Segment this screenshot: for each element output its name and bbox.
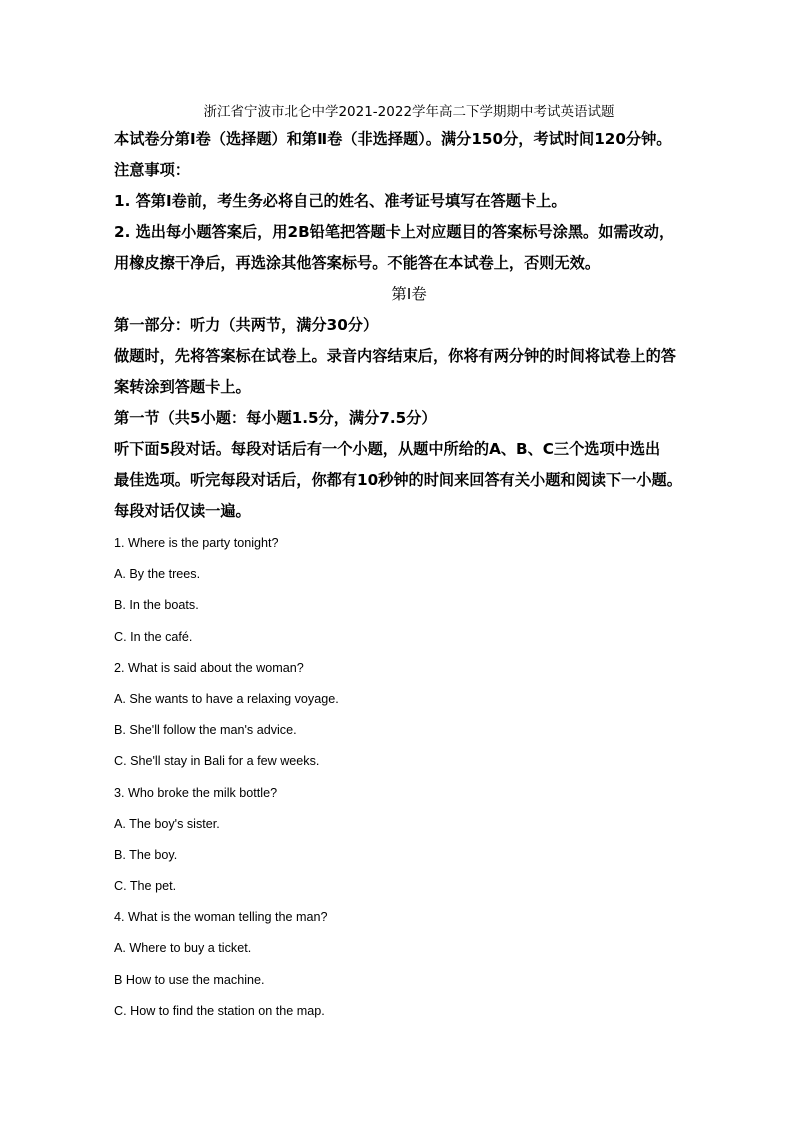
question-1-prompt: 1. Where is the party tonight? — [114, 536, 279, 550]
document-title: 浙江省宁波市北仑中学2021-2022学年高二下学期期中考试英语试题 — [203, 104, 615, 120]
question-3-prompt: 3. Who broke the milk bottle? — [114, 785, 278, 800]
question-3-option-b: B. The boy. — [114, 847, 178, 862]
part-1-instruction-line-2: 案转涂到答题卡上。 — [114, 378, 251, 396]
part-1-heading: 第一部分：听力（共两节，满分30分） — [114, 316, 379, 334]
section-1-instruction-line-3: 每段对话仅读一遍。 — [114, 502, 251, 520]
exam-intro: 本试卷分第Ⅰ卷（选择题）和第Ⅱ卷（非选择题）。满分150分，考试时间120分钟。 — [114, 130, 672, 148]
question-1-option-b: B. In the boats. — [114, 598, 199, 613]
section-1-instruction-line-2: 最佳选项。听完每段对话后，你都有10秒钟的时间来回答有关小题和阅读下一小题。 — [114, 471, 682, 489]
question-list — [114, 535, 704, 1034]
question-2-option-c: C. She'll stay in Bali for a few weeks. — [114, 754, 320, 769]
note-2-line-1: 2. 选出每小题答案后，用2B铅笔把答题卡上对应题目的答案标号涂黑。如需改动， — [114, 223, 675, 241]
section-1-instruction-line-1: 听下面5段对话。每段对话后有一个小题，从题中所给的A、B、C三个选项中选出 — [114, 440, 661, 458]
question-1-option-c: C. In the café. — [114, 629, 193, 644]
question-3-option-a: A. The boy's sister. — [114, 816, 220, 831]
notes-heading: 注意事项： — [114, 161, 190, 179]
question-4-option-c: C. How to find the station on the map. — [114, 1003, 325, 1018]
document-page — [114, 100, 704, 1034]
question-4-option-a: A. Where to buy a ticket. — [114, 941, 252, 956]
note-1: 1. 答第Ⅰ卷前，考生务必将自己的姓名、准考证号填写在答题卡上。 — [114, 192, 567, 210]
question-3-option-c: C. The pet. — [114, 879, 177, 894]
question-2-option-b: B. She'll follow the man's advice. — [114, 723, 297, 738]
volume-heading: 第Ⅰ卷 — [391, 285, 427, 303]
part-1-instruction-line-1: 做题时，先将答案标在试卷上。录音内容结束后，你将有两分钟的时间将试卷上的答 — [114, 347, 676, 365]
section-1-heading: 第一节（共5小题：每小题1.5分，满分7.5分） — [114, 409, 437, 427]
question-2-prompt: 2. What is said about the woman? — [114, 660, 304, 675]
question-4-prompt: 4. What is the woman telling the man? — [114, 910, 328, 925]
question-4-option-b: B How to use the machine. — [114, 972, 265, 987]
question-1-option-a: A. By the trees. — [114, 567, 201, 582]
note-2-line-2: 用橡皮擦干净后，再选涂其他答案标号。不能答在本试卷上，否则无效。 — [114, 254, 600, 272]
question-2-option-a: A. She wants to have a relaxing voyage. — [114, 691, 339, 706]
